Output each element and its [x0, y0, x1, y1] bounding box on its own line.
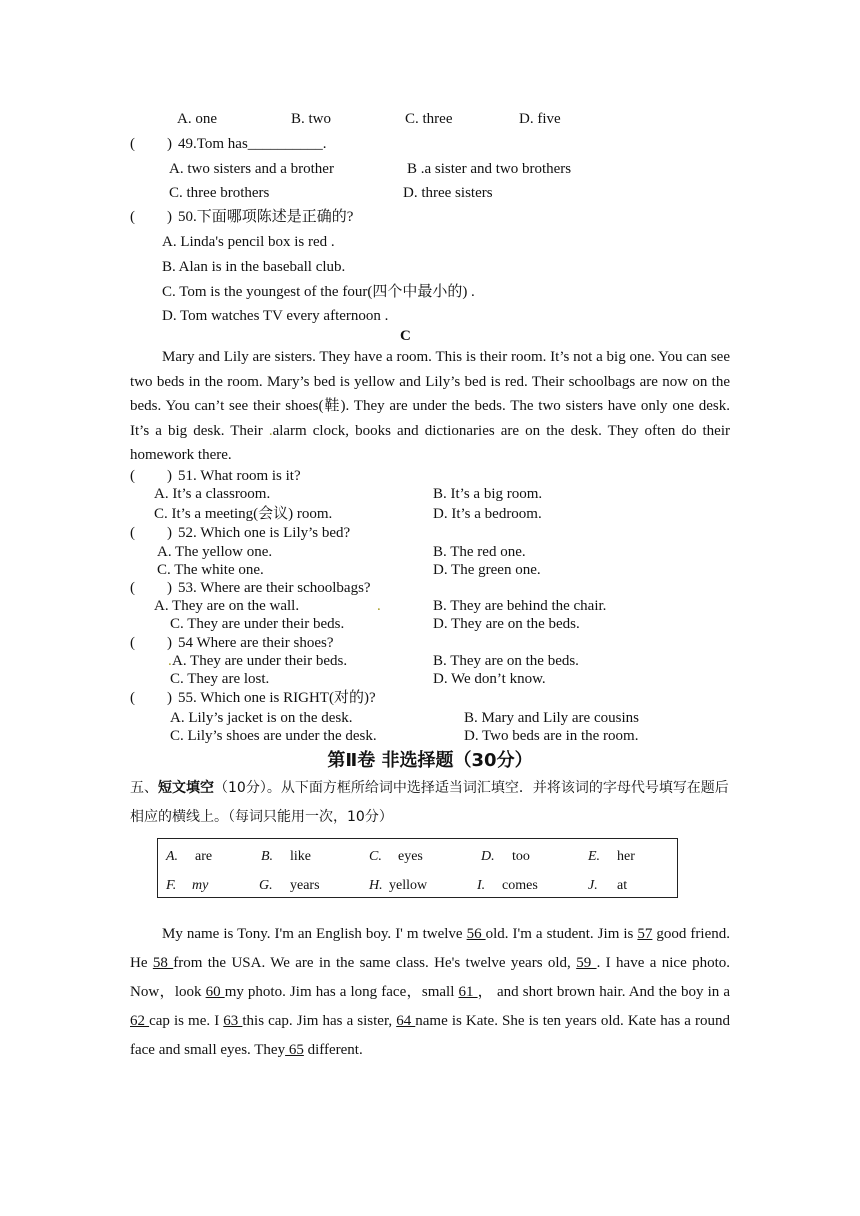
section-2-title: 第Ⅱ卷 非选择题（30分） — [327, 750, 533, 771]
section-5-title: 短文填空 — [158, 780, 214, 796]
answer-paren-open: ( — [130, 468, 135, 484]
story-text: old. I'm a student. Jim is — [485, 926, 638, 942]
q51-option-c: C. It’s a meeting(会议) room. — [154, 506, 333, 522]
q55-option-d: D. Two beds are in the room. — [464, 728, 639, 744]
story-text: My name is Tony. I'm an English boy. I' m twelve — [162, 926, 467, 942]
q55-option-c: C. Lily’s shoes are under the desk. — [170, 728, 377, 744]
word-option: years — [290, 878, 320, 893]
blank-61: 61 — [458, 984, 478, 1000]
word-letter: F. — [166, 878, 177, 893]
q54-stem: 54 Where are their shoes? — [178, 635, 334, 651]
q49-option-a: A. two sisters and a brother — [169, 161, 334, 177]
story-text: from the USA. We are in the same class. He's twelve years old, — [173, 955, 577, 971]
q53-option-c: C. They are under their beds. — [170, 616, 345, 632]
q54-option-c: C. They are lost. — [170, 671, 270, 687]
q51-option-b: B. It’s a big room. — [433, 486, 543, 502]
passage-text-after: alarm clock, books and dictionaries are on the desk. They often do their homework there. — [130, 422, 730, 464]
q49-option-c: C. three brothers — [169, 185, 270, 201]
q52-option-a: A. The yellow one. — [157, 544, 273, 560]
mark-dot: . — [377, 598, 381, 614]
answer-paren-close: ) — [167, 635, 172, 651]
word-option: yellow — [389, 878, 428, 893]
q55-option-b: B. Mary and Lily are cousins — [464, 710, 639, 726]
q54-option-d: D. We don’t know. — [433, 671, 546, 687]
word-option: at — [617, 878, 628, 893]
cloze-passage — [130, 920, 730, 1065]
answer-paren-close: ) — [167, 468, 172, 484]
q55-stem: 55. Which one is RIGHT(对的)? — [178, 690, 376, 706]
story-text: cap is me. I — [149, 1013, 224, 1029]
word-letter: A. — [166, 849, 179, 864]
answer-paren-open: ( — [130, 580, 135, 596]
word-letter: I. — [477, 878, 486, 893]
story-text: this cap. Jim has a sister, — [242, 1013, 397, 1029]
story-text: my photo. Jim has a long face，small — [224, 984, 459, 1000]
q52-option-c: C. The white one. — [157, 562, 264, 578]
q52-stem: 52. Which one is Lily’s bed? — [178, 525, 351, 541]
word-letter: J. — [588, 878, 598, 893]
answer-paren-open: ( — [130, 690, 135, 706]
blank-64: 64 — [396, 1013, 416, 1029]
answer-paren-close: ) — [167, 690, 172, 706]
mark-dot: . — [168, 653, 172, 669]
q51-stem: 51. What room is it? — [178, 468, 301, 484]
answer-paren-close: ) — [167, 136, 172, 152]
q50-option-d: D. Tom watches TV every afternoon . — [162, 308, 389, 324]
answer-paren-open: ( — [130, 635, 135, 651]
word-letter: C. — [369, 849, 382, 864]
blank-59: 59 — [576, 955, 597, 971]
blank-62: 62 — [130, 1013, 150, 1029]
passage-c-text — [130, 345, 730, 468]
q48-option-c: C. three — [405, 111, 453, 127]
word-letter: B. — [261, 849, 274, 864]
word-box — [157, 838, 678, 898]
section-5-instruction — [130, 774, 730, 832]
story-text: different. — [303, 1042, 363, 1058]
answer-paren-close: ) — [167, 580, 172, 596]
q50-option-b: B. Alan is in the baseball club. — [162, 259, 346, 275]
q48-option-d: D. five — [519, 111, 561, 127]
blank-60: 60 — [205, 984, 225, 1000]
q53-option-a: A. They are on the wall. — [154, 598, 300, 614]
blank-58: 58 — [152, 955, 174, 971]
section-5-instruction-text: （10分）。从下面方框所给词中选择适当词汇填空．并将该词的字母代号填写在题后相应的横线上。（每词只能用一次，10分） — [130, 780, 729, 825]
blank-57: 57 — [637, 926, 653, 942]
q54-option-b: B. They are on the beds. — [433, 653, 579, 669]
word-option: are — [195, 849, 213, 864]
q51-option-a: A. It’s a classroom. — [154, 486, 271, 502]
answer-paren-close: ) — [167, 209, 172, 225]
q53-option-d: D. They are on the beds. — [433, 616, 580, 632]
q50-option-c: C. Tom is the youngest of the four(四个中最小的) . — [162, 284, 475, 300]
word-option: my — [192, 878, 209, 893]
word-letter: H. — [369, 878, 383, 893]
q52-option-d: D. The green one. — [433, 562, 541, 578]
answer-paren-open: ( — [130, 525, 135, 541]
word-letter: G. — [259, 878, 273, 893]
section-5-number: 五、 — [130, 780, 158, 796]
word-letter: D. — [481, 849, 495, 864]
q49-stem: 49.Tom has__________. — [178, 136, 327, 152]
word-option: comes — [502, 878, 538, 893]
word-letter: E. — [588, 849, 601, 864]
answer-paren-open: ( — [130, 136, 135, 152]
q53-stem: 53. Where are their schoolbags? — [178, 580, 371, 596]
blank-65: 65 — [285, 1042, 304, 1058]
word-option: eyes — [398, 849, 423, 864]
answer-paren-open: ( — [130, 209, 135, 225]
q48-option-a: A. one — [177, 111, 217, 127]
q51-option-d: D. It’s a bedroom. — [433, 506, 542, 522]
story-text: . I have a nice photo. Now，look — [130, 955, 731, 1000]
word-option: her — [617, 849, 635, 864]
word-option: too — [512, 849, 530, 864]
passage-text-before: Mary and Lily are sisters. They have a room. This is their room. It’s not a big one. You can see two beds in the room. Mary’s bed is yellow and Lily’s bed is red. Their schoolbags are now on the beds. You can’t see their shoes(鞋). They are under the beds. The two sisters have only one desk. It’s a big desk. Their — [130, 349, 730, 439]
q53-option-b: B. They are behind the chair. — [433, 598, 607, 614]
q48-option-b: B. two — [291, 111, 332, 127]
q49-option-b: B .a sister and two brothers — [407, 161, 572, 177]
blank-56: 56 — [466, 926, 486, 942]
mark-dot: . — [268, 422, 273, 439]
q50-option-a: A. Linda's pencil box is red . — [162, 234, 335, 250]
passage-heading: C — [400, 328, 411, 344]
story-text: name is Kate. She is ten years old. Kate has a round face and small eyes. They — [130, 1013, 731, 1058]
blank-63: 63 — [223, 1013, 243, 1029]
word-option: like — [290, 849, 311, 864]
answer-paren-close: ) — [167, 525, 172, 541]
story-text: good friend. He — [130, 926, 730, 971]
q54-option-a: A. They are under their beds. — [172, 653, 348, 669]
story-text: ， and short brown hair. And the boy in a — [477, 984, 731, 1000]
q55-option-a: A. Lily’s jacket is on the desk. — [170, 710, 353, 726]
q49-option-d: D. three sisters — [403, 185, 493, 201]
q50-stem: 50.下面哪项陈述是正确的? — [178, 209, 354, 225]
q52-option-b: B. The red one. — [433, 544, 526, 560]
